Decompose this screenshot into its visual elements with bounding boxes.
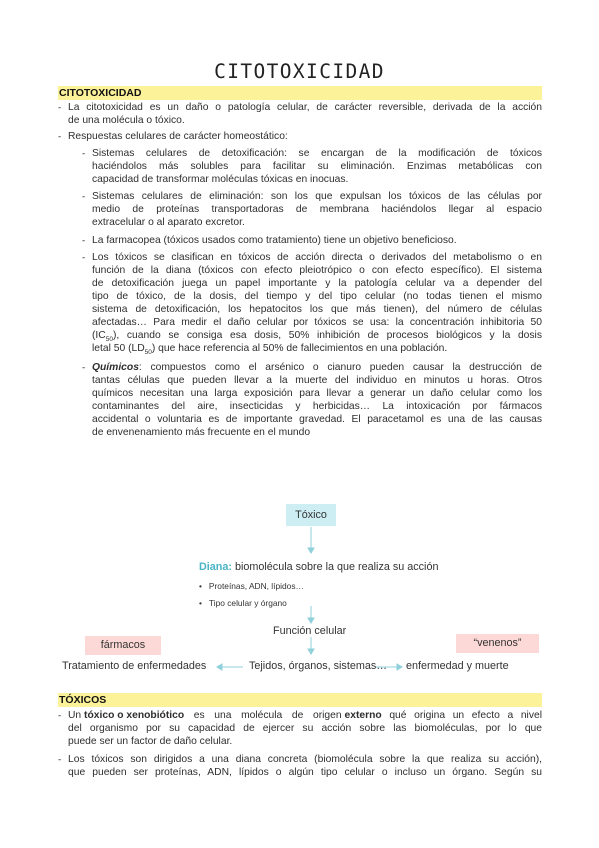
arrow-head: [308, 649, 314, 654]
term-externo: externo: [344, 710, 382, 721]
ic50-rest: ), cuando se consiga esa dosis, 50% inhibición de procesos biológicos y la dosis: [112, 330, 542, 341]
diagram-bullet: • Tipo celular y órgano: [199, 598, 287, 608]
toxico-box: Tóxico: [286, 504, 336, 526]
bullet-dash: -: [58, 711, 62, 721]
bullet-dash: -: [58, 132, 62, 142]
text-line: haciéndolos más solubles para facilitar su eliminación. Enzimas metabólicas con: [92, 161, 542, 172]
text-line: químicos necesitan una larga exposición para llevar a generar un daño celular como los: [92, 388, 542, 399]
ld50-prefix: letal 50 (LD: [92, 343, 145, 354]
venenos-label: “venenos”: [456, 634, 539, 653]
term-xenobiotico: tóxico o xenobiótico: [84, 710, 185, 721]
text-line: Sistemas celulares de detoxificación: se encargan de la modificación de tóxicos: [92, 148, 542, 159]
funcion-celular-label: Función celular: [273, 625, 347, 637]
page-title: CITOTOXICIDAD: [214, 60, 385, 83]
text-line: Sistemas celulares de eliminación: son los que expulsan los tóxicos de las células por: [92, 191, 542, 202]
tratamiento-label: Tratamiento de enfermedades: [62, 660, 207, 672]
sub-bullet-dash: -: [82, 253, 86, 263]
text-line: [68, 710, 542, 722]
text-line: de detoxificación juega un papel importante y la patología celular va a depender del: [92, 278, 542, 289]
farmacos-label: fármacos: [85, 636, 161, 655]
diagram-bullet: • Proteínas, ADN, lípidos…: [199, 581, 304, 591]
tejidos-label: Tejidos, órganos, sistemas…: [249, 660, 388, 672]
arrow-head: [308, 618, 314, 623]
text-line: Los tóxicos son dirigidos a una diana concreta (biomolécula sobre la que realiza su acción),: [68, 754, 542, 765]
ld50-rest: ) que hace referencia al 50% de fallecimientos en una población.: [151, 343, 448, 354]
section-heading-citotoxicidad: CITOTOXICIDAD: [58, 86, 542, 100]
text-line: extracelular o al aparato excretor.: [92, 217, 245, 228]
text-run: es una molécula de origen: [184, 710, 345, 721]
text-line: de envenenamiento más frecuente en el mundo: [92, 427, 311, 438]
bullet-dash: -: [58, 103, 62, 113]
text-line: tantas células que pueden llevar a la muerte del individuo en minutos u horas. Otros: [92, 375, 542, 386]
text-line: que pueden ser proteínas, ADN, lípidos o algún tipo celular o incluso un órgano. Según su: [68, 767, 542, 778]
text-line: Respuestas celulares de carácter homeostático:: [68, 131, 288, 142]
text-line: contaminantes del aire, insecticidas y herbicidas… La intoxicación por fármacos: [92, 401, 542, 412]
diana-description: biomolécula sobre la que realiza su acción: [232, 561, 439, 573]
arrow-head: [217, 664, 222, 670]
text-line: sistema de detoxificación, los hepatocitos los que más tienen), del número de células: [92, 304, 542, 315]
enfermedad-label: enfermedad y muerte: [406, 660, 509, 672]
diana-line: [199, 561, 438, 573]
text-line: accidental o voluntaria es de importante gravedad. El paracetamol es una de las causas: [92, 414, 542, 425]
text-line: capacidad de transformar moléculas tóxicas en inocuas.: [92, 174, 349, 185]
text-line: medio de proteínas transportadoras de membrana haciéndolos llegar al espacio: [92, 204, 542, 215]
ld50-subscript: 50: [144, 349, 152, 357]
text-line: tipo de tóxico, de la dosis, del tiempo y del tipo celular (no todas tienen el mismo: [92, 291, 542, 302]
arrow-head: [397, 664, 402, 670]
bullet-proteinas: Proteínas, ADN, lípidos…: [208, 581, 304, 591]
sub-bullet-dash: -: [82, 192, 86, 202]
diana-label: Diana:: [199, 561, 232, 573]
section-heading-toxicos: TÓXICOS: [58, 693, 542, 707]
text-line: puede ser un factor de daño celular.: [68, 736, 233, 747]
text-line: del organismo por su capacidad de ejercer su acción sobre las biomoléculas, por lo que: [68, 723, 542, 734]
text-line: función de la diana (tóxicos con efecto pleiotrópico o con efecto específico). El sistema: [92, 265, 542, 276]
text-line: afectadas… Para medir el daño celular por tóxicos se usa: la concentración inhibitoria 50: [92, 317, 542, 328]
text-run: Un: [68, 710, 85, 721]
bullet-dash: -: [58, 755, 62, 765]
text-run: qué origina un efecto a nivel: [381, 710, 543, 721]
ic50-prefix: (IC: [92, 330, 106, 341]
text-line: de una molécula o tóxico.: [68, 115, 185, 126]
text-line: Los tóxicos se clasifican en tóxicos de acción directa o derivados del metabolismo o en: [92, 252, 542, 263]
sub-bullet-dash: -: [82, 149, 86, 159]
sub-bullet-dash: -: [82, 363, 86, 373]
arrow-head: [308, 548, 314, 553]
quimicos-first-line: : compuestos como el arsénico o cianuro pueden causar la destrucción de: [138, 362, 542, 373]
ic50-subscript: 50: [105, 336, 113, 344]
quimicos-label: Químicos: [92, 362, 139, 373]
text-line: La farmacopea (tóxicos usados como tratamiento) tiene un objetivo beneficioso.: [92, 235, 457, 246]
bullet-tipo-celular: Tipo celular y órgano: [208, 598, 287, 608]
sub-bullet-dash: -: [82, 236, 86, 246]
text-line: La citotoxicidad es un daño o patología celular, de carácter reversible, derivada de la acción: [68, 102, 542, 113]
